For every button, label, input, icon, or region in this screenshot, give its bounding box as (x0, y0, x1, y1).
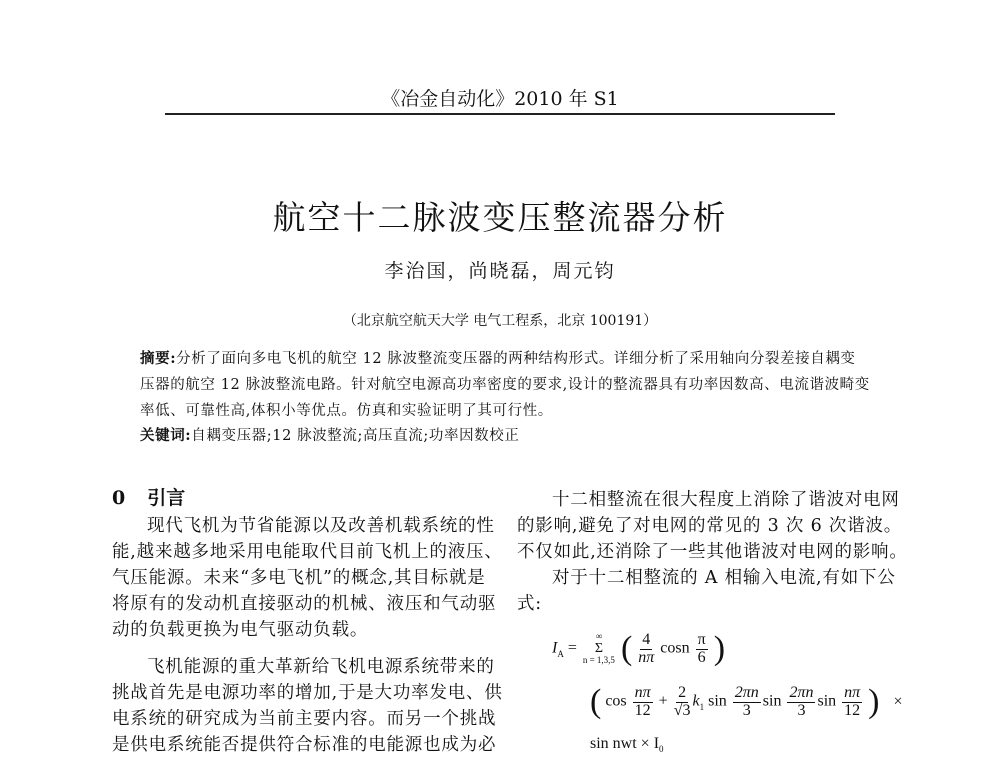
authors: 李治国，尚晓磊，周元钧 (384, 260, 616, 282)
numerator: 2πn (789, 683, 814, 701)
formula-text: cosn (660, 639, 690, 657)
formula-eq: = (567, 639, 577, 657)
fraction (696, 632, 708, 667)
formula-text: sin (817, 692, 837, 710)
formula-sub: 1 (699, 701, 705, 712)
numerator: nπ (634, 683, 651, 701)
body-line: 现代飞机为节省能源以及改善机载系统的性 (147, 516, 495, 536)
formula-sub: 0 (659, 744, 664, 755)
numerator: 2 (678, 683, 687, 701)
fraction (733, 685, 761, 720)
body-line: 气压能源。未来“多电飞机”的概念,其目标就是 (112, 568, 486, 588)
formula-text: + (658, 692, 668, 710)
keywords-label: 关键词: (140, 427, 192, 444)
denominator: nπ (638, 648, 655, 666)
formula-lhs-sub: A (557, 648, 564, 659)
formula-text: × (893, 692, 903, 710)
fraction (787, 685, 815, 720)
body-line: 不仅如此,还消除了一些其他谐波对电网的影响。 (517, 542, 908, 562)
denominator: 3 (797, 701, 806, 719)
body-line: 飞机能源的重大革新给飞机电源系统带来的 (147, 657, 495, 677)
numerator: nπ (844, 683, 861, 701)
denominator: 12 (634, 701, 651, 719)
abstract-line: 率低、可靠性高,体积小等优点。仿真和实验证明了其可行性。 (140, 403, 553, 419)
denominator: 12 (844, 701, 861, 719)
formula-sum (583, 632, 615, 666)
numerator: 2πn (734, 683, 759, 701)
body-line: 将原有的发动机直接驱动的机械、液压和气动驱 (112, 594, 497, 614)
keywords-line (140, 424, 519, 445)
denominator: 3 (742, 701, 751, 719)
body-line: 电系统的研究成为当前主要内容。而另一个挑战 (112, 709, 497, 729)
affiliation: （北京航空航天大学 电气工程系，北京 100191） (342, 313, 658, 329)
sum-top: ∞ (595, 631, 603, 642)
formula-text: sin (708, 692, 727, 710)
section-title: 引言 (147, 487, 186, 509)
body-line: 十二相整流在很大程度上消除了谐波对电网 (552, 490, 900, 510)
denominator: √3 (673, 701, 691, 719)
formula-line-2: ( cos $\frac{n\pi}{12}$ + $\frac{2}{√3}$ $k_1$ sin $\frac{2\pi n}{3}$ sin $\frac{2\pi n}{3}$ sin $\frac{n\pi}{12}$ ) × (590, 683, 903, 720)
formula-text: sin nwt × I (590, 735, 660, 752)
fraction (638, 632, 654, 667)
fraction (633, 685, 653, 720)
fraction (842, 685, 862, 720)
body-line: 挑战首先是电源功率的增加,于是大功率发电、供 (112, 683, 503, 703)
keywords-text: 自耦变压器;12 脉波整流;高压直流;功率因数校正 (191, 428, 520, 444)
formula-line-1: $I_A$ = ∞ Σ n = 1,3,5 ( $\frac{4}{n\pi}$ cosn $\frac{\pi}{6}$ ) (552, 630, 726, 667)
formula-line-3 (590, 735, 664, 754)
section-heading (112, 483, 185, 510)
abstract-line (140, 347, 856, 368)
numerator: π (697, 630, 706, 648)
formula-lhs: I (552, 639, 558, 657)
body-line: 是供电系统能否提供符合标准的电能源也成为必 (112, 735, 497, 755)
abstract-text: 分析了面向多电飞机的航空 12 脉波整流变压器的两种结构形式。详细分析了采用轴向分裂差接自耦变 (176, 351, 856, 367)
header-rule (165, 113, 835, 115)
section-number: 0 (112, 487, 126, 509)
formula-text: k (692, 692, 700, 710)
formula-text: cos (605, 692, 627, 710)
sum-sign: Σ (594, 640, 603, 656)
paper-title: 航空十二脉波变压整流器分析 (272, 198, 728, 237)
sum-bottom: n = 1,3,5 (582, 655, 615, 666)
journal-header: 《冶金自动化》2010 年 S1 (381, 88, 619, 110)
body-line: 式: (517, 594, 542, 614)
body-line: 的影响,避免了对电网的常见的 3 次 6 次谐波。 (517, 516, 903, 536)
fraction (674, 685, 691, 720)
body-line: 动的负载更换为电气驱动负载。 (112, 620, 369, 640)
numerator: 4 (642, 630, 651, 648)
abstract-line: 压器的航空 12 脉波整流电路。针对航空电源高功率密度的要求,设计的整流器具有功率因数高、电流谐波畸变 (140, 377, 870, 393)
denominator: 6 (697, 648, 706, 666)
formula-text: sin (762, 692, 782, 710)
body-line: 对于十二相整流的 A 相输入电流,有如下公 (552, 568, 896, 588)
abstract-label: 摘要: (140, 350, 177, 367)
body-line: 能,越来越多地采用电能取代目前飞机上的液压、 (112, 542, 503, 562)
